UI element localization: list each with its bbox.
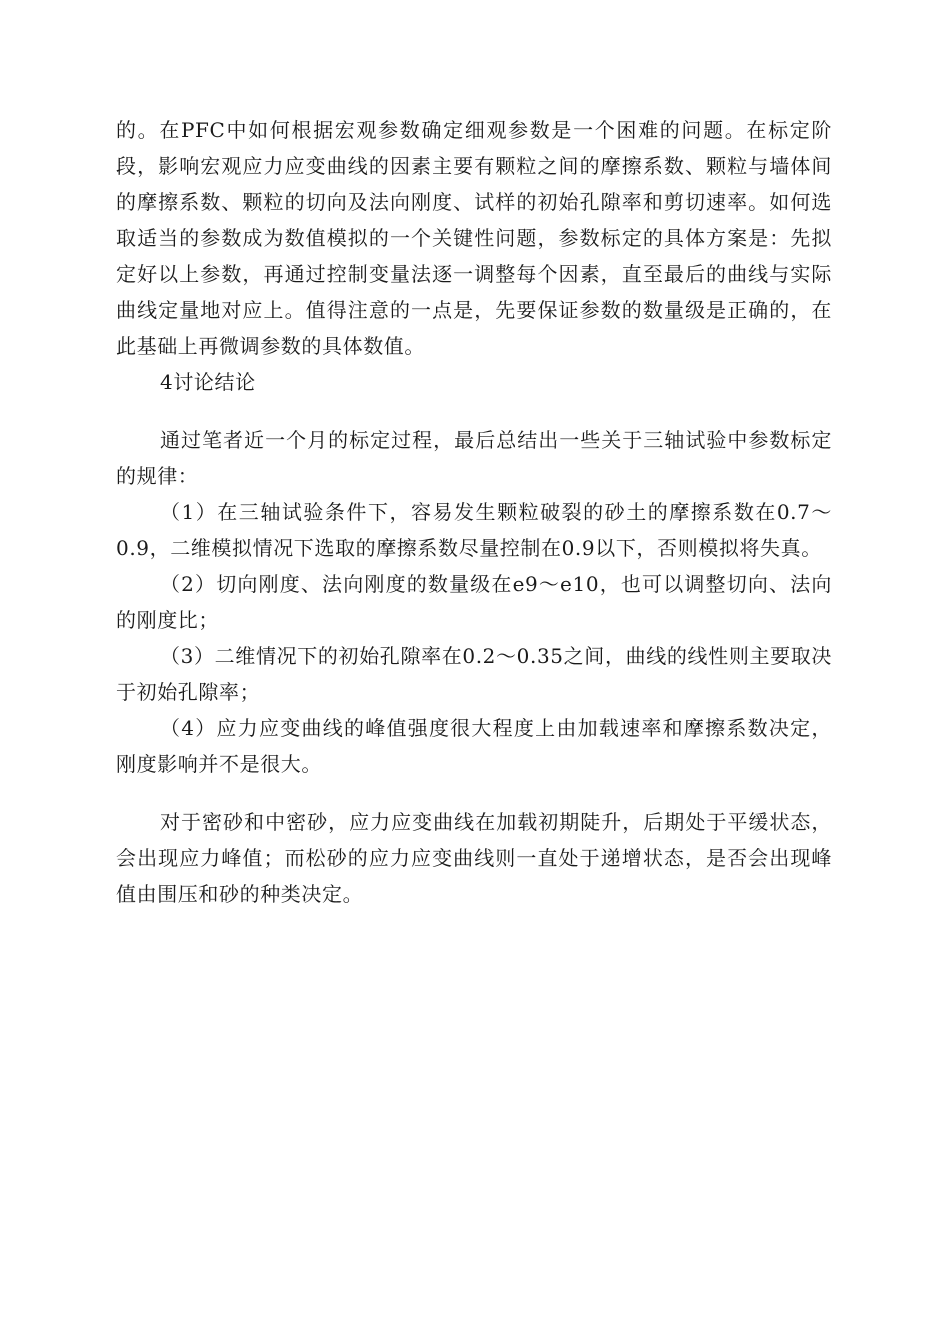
conclusion-item-2: （2）切向刚度、法向刚度的数量级在e9～e10，也可以调整切向、法向的刚度比；	[116, 572, 832, 632]
conclusion-item-3: （3）二维情况下的初始孔隙率在0.2～0.35之间，曲线的线性则主要取决于初始孔隙率；	[116, 644, 832, 704]
section-heading: 4讨论结论	[160, 370, 256, 394]
closing-paragraph: 对于密砂和中密砂，应力应变曲线在加载初期陡升，后期处于平缓状态，会出现应力峰值；而松砂的应力应变曲线则一直处于递增状态，是否会出现峰值由围压和砂的种类决定。	[116, 810, 832, 906]
summary-paragraph: 通过笔者近一个月的标定过程，最后总结出一些关于三轴试验中参数标定的规律：	[116, 428, 832, 488]
conclusion-item-4: （4）应力应变曲线的峰值强度很大程度上由加载速率和摩擦系数决定，刚度影响并不是很大。	[116, 716, 832, 776]
conclusion-item-1: （1）在三轴试验条件下，容易发生颗粒破裂的砂土的摩擦系数在0.7～0.9，二维模拟情况下选取的摩擦系数尽量控制在0.9以下，否则模拟将失真。	[116, 500, 832, 560]
document-page	[116, 112, 832, 912]
intro-paragraph: 的。在PFC中如何根据宏观参数确定细观参数是一个困难的问题。在标定阶段，影响宏观应力应变曲线的因素主要有颗粒之间的摩擦系数、颗粒与墙体间的摩擦系数、颗粒的切向及法向刚度、试样的初始孔隙率和剪切速率。如何选取适当的参数成为数值模拟的一个关键性问题，参数标定的具体方案是：先拟定好以上参数，再通过控制变量法逐一调整每个因素，直至最后的曲线与实际曲线定量地对应上。值得注意的一点是，先要保证参数的数量级是正确的，在此基础上再微调参数的具体数值。	[116, 118, 832, 358]
